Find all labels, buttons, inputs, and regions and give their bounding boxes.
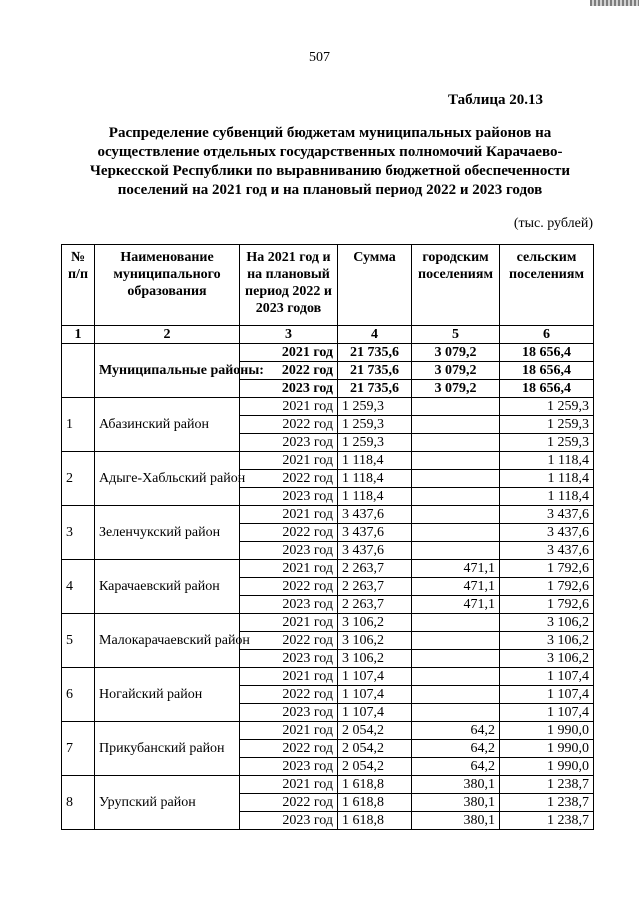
table-row	[62, 776, 594, 794]
rural-cell: 1 792,6	[500, 596, 594, 614]
row-number: 2	[62, 452, 95, 506]
title-line: Черкесской Республики по выравниванию бюджетной обеспеченности	[89, 163, 571, 179]
urban-cell	[412, 614, 500, 632]
year-cell: 2023 год	[240, 812, 338, 830]
rural-cell: 18 656,4	[500, 344, 594, 362]
district-name: Прикубанский район	[95, 722, 240, 776]
sum-cell: 1 118,4	[338, 488, 412, 506]
rural-cell: 1 259,3	[500, 416, 594, 434]
rural-cell: 3 437,6	[500, 542, 594, 560]
year-cell: 2021 год	[240, 614, 338, 632]
year-cell: 2022 год	[240, 416, 338, 434]
year-cell: 2022 год	[240, 794, 338, 812]
rural-cell: 3 106,2	[500, 632, 594, 650]
rural-cell: 18 656,4	[500, 380, 594, 398]
rural-cell: 1 118,4	[500, 470, 594, 488]
rural-cell: 1 259,3	[500, 398, 594, 416]
year-cell: 2023 год	[240, 650, 338, 668]
sum-cell: 3 106,2	[338, 632, 412, 650]
column-number: 2	[95, 326, 240, 344]
sum-cell: 1 107,4	[338, 668, 412, 686]
urban-cell: 3 079,2	[412, 362, 500, 380]
year-cell: 2021 год	[240, 668, 338, 686]
year-cell: 2022 год	[240, 578, 338, 596]
column-number: 6	[500, 326, 594, 344]
column-number: 5	[412, 326, 500, 344]
year-cell: 2022 год	[240, 686, 338, 704]
table-row	[62, 722, 594, 740]
table-body	[62, 326, 594, 830]
rural-cell: 1 238,7	[500, 794, 594, 812]
sum-cell: 1 259,3	[338, 434, 412, 452]
urban-cell: 471,1	[412, 596, 500, 614]
rural-cell: 18 656,4	[500, 362, 594, 380]
title-line: осуществление отдельных государственных полномочий Карачаево-	[97, 144, 563, 160]
header-name: Наименование муниципального образования	[95, 245, 240, 326]
header-period: На 2021 год и на плановый период 2022 и 2023 годов	[240, 245, 338, 326]
column-number: 3	[240, 326, 338, 344]
sum-cell: 21 735,6	[338, 380, 412, 398]
table-row	[62, 614, 594, 632]
header-rural: сельским поселениям	[500, 245, 594, 326]
district-name: Урупский район	[95, 776, 240, 830]
sum-cell: 1 618,8	[338, 794, 412, 812]
row-number: 8	[62, 776, 95, 830]
urban-cell	[412, 632, 500, 650]
column-number-row	[62, 326, 594, 344]
sum-cell: 2 054,2	[338, 722, 412, 740]
rural-cell: 1 118,4	[500, 452, 594, 470]
rural-cell: 1 990,0	[500, 758, 594, 776]
year-cell: 2023 год	[240, 542, 338, 560]
year-cell: 2021 год	[240, 398, 338, 416]
rural-cell: 1 107,4	[500, 668, 594, 686]
row-number: 6	[62, 668, 95, 722]
year-cell: 2021 год	[240, 506, 338, 524]
year-cell: 2021 год	[240, 452, 338, 470]
scan-edge-mark	[590, 0, 639, 6]
row-number: 7	[62, 722, 95, 776]
table-row	[62, 344, 594, 362]
urban-cell	[412, 524, 500, 542]
sum-cell: 21 735,6	[338, 344, 412, 362]
sum-cell: 2 263,7	[338, 560, 412, 578]
title-line: поселений на 2021 год и на плановый период 2022 и 2023 годов	[117, 182, 543, 198]
column-number: 1	[62, 326, 95, 344]
year-cell: 2022 год	[240, 632, 338, 650]
district-name: Абазинский район	[95, 398, 240, 452]
urban-cell	[412, 470, 500, 488]
sum-cell: 1 259,3	[338, 398, 412, 416]
sum-cell: 3 437,6	[338, 506, 412, 524]
urban-cell: 3 079,2	[412, 380, 500, 398]
year-cell: 2023 год	[240, 758, 338, 776]
sum-cell: 2 263,7	[338, 578, 412, 596]
urban-cell	[412, 452, 500, 470]
table-label: Таблица 20.13	[448, 92, 543, 108]
unit-note: (тыс. рублей)	[513, 216, 593, 231]
district-name: Ногайский район	[95, 668, 240, 722]
year-cell: 2022 год	[240, 524, 338, 542]
row-number	[62, 344, 95, 398]
urban-cell: 3 079,2	[412, 344, 500, 362]
urban-cell	[412, 686, 500, 704]
year-cell: 2021 год	[240, 560, 338, 578]
sum-cell: 1 259,3	[338, 416, 412, 434]
rural-cell: 1 238,7	[500, 776, 594, 794]
urban-cell: 64,2	[412, 740, 500, 758]
rural-cell: 1 107,4	[500, 704, 594, 722]
sum-cell: 2 054,2	[338, 758, 412, 776]
table-row	[62, 506, 594, 524]
sum-cell: 1 618,8	[338, 812, 412, 830]
urban-cell	[412, 416, 500, 434]
header-row	[62, 245, 594, 326]
rural-cell: 3 437,6	[500, 506, 594, 524]
rural-cell: 1 990,0	[500, 740, 594, 758]
rural-cell: 3 106,2	[500, 614, 594, 632]
urban-cell	[412, 434, 500, 452]
rural-cell: 1 792,6	[500, 578, 594, 596]
year-cell: 2022 год	[240, 740, 338, 758]
table-row	[62, 560, 594, 578]
sum-cell: 1 107,4	[338, 686, 412, 704]
row-number: 5	[62, 614, 95, 668]
urban-cell	[412, 542, 500, 560]
header-num: № п/п	[62, 245, 95, 326]
rural-cell: 1 259,3	[500, 434, 594, 452]
sum-cell: 3 437,6	[338, 524, 412, 542]
table-row	[62, 398, 594, 416]
sum-cell: 3 106,2	[338, 650, 412, 668]
urban-cell: 471,1	[412, 560, 500, 578]
rural-cell: 1 792,6	[500, 560, 594, 578]
rural-cell: 3 437,6	[500, 524, 594, 542]
rural-cell: 1 990,0	[500, 722, 594, 740]
year-cell: 2021 год	[240, 344, 338, 362]
urban-cell	[412, 506, 500, 524]
row-number: 1	[62, 398, 95, 452]
year-cell: 2023 год	[240, 704, 338, 722]
sum-cell: 3 437,6	[338, 542, 412, 560]
district-name: Зеленчукский район	[95, 506, 240, 560]
rural-cell: 1 107,4	[500, 686, 594, 704]
district-name: Карачаевский район	[95, 560, 240, 614]
sum-cell: 21 735,6	[338, 362, 412, 380]
title-line: Распределение субвенций бюджетам муниципальных районов на	[108, 125, 552, 141]
urban-cell	[412, 704, 500, 722]
year-cell: 2022 год	[240, 470, 338, 488]
sum-cell: 3 106,2	[338, 614, 412, 632]
sum-cell: 1 118,4	[338, 470, 412, 488]
urban-cell: 380,1	[412, 812, 500, 830]
table-row	[62, 452, 594, 470]
header-sum: Сумма	[338, 245, 412, 326]
rural-cell: 1 238,7	[500, 812, 594, 830]
sum-cell: 2 054,2	[338, 740, 412, 758]
urban-cell: 380,1	[412, 794, 500, 812]
subsidy-table	[61, 244, 594, 830]
year-cell: 2021 год	[240, 722, 338, 740]
year-cell: 2023 год	[240, 488, 338, 506]
row-number: 4	[62, 560, 95, 614]
district-name: Адыге-Хабльский район	[95, 452, 240, 506]
urban-cell	[412, 650, 500, 668]
urban-cell	[412, 488, 500, 506]
row-number: 3	[62, 506, 95, 560]
page-number: 507	[309, 50, 330, 65]
rural-cell: 3 106,2	[500, 650, 594, 668]
year-cell: 2021 год	[240, 776, 338, 794]
urban-cell: 64,2	[412, 758, 500, 776]
district-name: Малокарачаевский район	[95, 614, 240, 668]
district-name: Муниципальные районы:	[95, 344, 240, 398]
urban-cell	[412, 398, 500, 416]
year-cell: 2023 год	[240, 596, 338, 614]
document-title	[60, 124, 600, 200]
year-cell: 2022 год	[240, 362, 338, 380]
sum-cell: 2 263,7	[338, 596, 412, 614]
urban-cell	[412, 668, 500, 686]
rural-cell: 1 118,4	[500, 488, 594, 506]
header-urban: городским поселениям	[412, 245, 500, 326]
year-cell: 2023 год	[240, 434, 338, 452]
sum-cell: 1 107,4	[338, 704, 412, 722]
column-number: 4	[338, 326, 412, 344]
year-cell: 2023 год	[240, 380, 338, 398]
table-row	[62, 668, 594, 686]
urban-cell: 64,2	[412, 722, 500, 740]
sum-cell: 1 618,8	[338, 776, 412, 794]
sum-cell: 1 118,4	[338, 452, 412, 470]
urban-cell: 471,1	[412, 578, 500, 596]
urban-cell: 380,1	[412, 776, 500, 794]
